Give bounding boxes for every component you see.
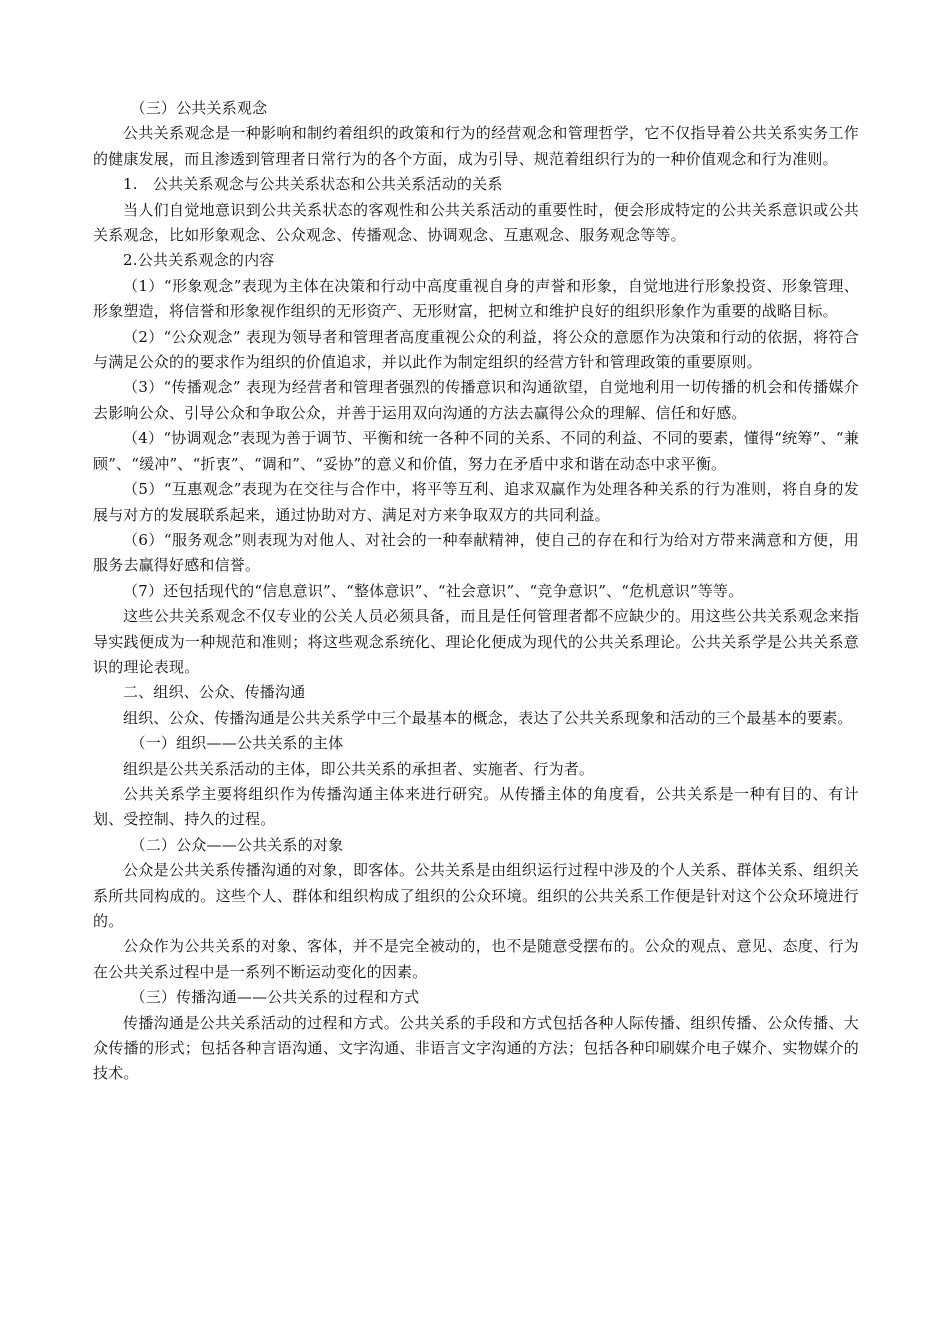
section-heading: （二）公众——公共关系的对象 [130,835,344,854]
list-item: （1）“形象观念”表现为主体在决策和行动中高度重视自身的声誉和形象，自觉地进行形象投资、形象管理、形象塑造，将信誉和形象视作组织的无形资产、无形财富，把树立和维护良好的组织形象作为重要的战略目标。 [93,276,859,321]
section-heading: （三）公共关系观念 [130,99,268,117]
list-item: （3）“传播观念” 表现为经营者和管理者强烈的传播意识和沟通欲望，自觉地利用一切传播的机会和传播媒介去影响公众、引导公众和争取公众，并善于运用双向沟通的方法去赢得公众的理解、信任和好感。 [93,378,859,422]
subsection-heading: 2.公共关系观念的内容 [123,251,275,270]
paragraph: 组织、公众、传播沟通是公共关系学中三个最基本的概念，表达了公共关系现象和活动的三个最基本的要素。 [123,708,853,727]
chapter-heading: 二、组织、公众、传播沟通 [123,683,306,702]
list-item: （5）“互惠观念”表现为在交往与合作中，将平等互利、追求双赢作为处理各种关系的行为准则，将自身的发展与对方的发展联系起来，通过协助对方、满足对方来争取双方的共同利益。 [93,480,859,524]
paragraph: 公共关系学主要将组织作为传播沟通主体来进行研究。从传播主体的角度看，公共关系是一种有目的、有计划、受控制、持久的过程。 [93,784,859,829]
document-page [93,96,859,1087]
section-heading: （三）传播沟通——公共关系的过程和方式 [130,988,420,1007]
paragraph: 公共关系观念是一种影响和制约着组织的政策和行为的经营观念和管理哲学，它不仅指导着公共关系实务工作的健康发展，而且渗透到管理者日常行为的各个方面，成为引导、规范着组织行为的一种价值观念和行为准则。 [93,124,859,168]
list-item: （2）“公众观念” 表现为领导者和管理者高度重视公众的利益，将公众的意愿作为决策和行动的依据，将符合与满足公众的的要求作为组织的价值追求，并以此作为制定组织的经营方针和管理政策的重要原则。 [93,327,859,372]
paragraph: 组织是公共关系活动的主体，即公共关系的承担者、实施者、行为者。 [123,759,595,778]
subsection-heading: 1. 公共关系观念与公共关系状态和公共关系活动的关系 [123,175,503,194]
paragraph: 这些公共关系观念不仅专业的公关人员必须具备，而且是任何管理者都不应缺少的。用这些公共关系观念来指导实践便成为一种规范和准则；将这些观念系统化、理论化便成为现代的公共关系理论。公共关系学是公共关系意识的理论表现。 [93,607,859,676]
paragraph: 当人们自觉地意识到公共关系状态的客观性和公共关系活动的重要性时，便会形成特定的公共关系意识或公共关系观念，比如形象观念、公众观念、传播观念、协调观念、互惠观念、服务观念等等。 [93,200,859,245]
list-item: （6）“服务观念”则表现为对他人、对社会的一种奉献精神，使自己的存在和行为给对方带来满意和方便，用服务去赢得好感和信誉。 [93,530,859,575]
paragraph: 公众是公共关系传播沟通的对象，即客体。公共关系是由组织运行过程中涉及的个人关系、群体关系、组织关系所共同构成的。这些个人、群体和组织构成了组织的公众环境。组织的公共关系工作便是针对这个公众环境进行的。 [93,861,859,930]
paragraph: 传播沟通是公共关系活动的过程和方式。公共关系的手段和方式包括各种人际传播、组织传播、公众传播、大众传播的形式；包括各种言语沟通、文字沟通、非语言文字沟通的方法；包括各种印刷媒介电子媒介、实物媒介的技术。 [93,1013,859,1083]
paragraph: 公众作为公共关系的对象、客体，并不是完全被动的，也不是随意受摆布的。公众的观点、意见、态度、行为在公共关系过程中是一系列不断运动变化的因素。 [93,937,859,981]
section-heading: （一）组织——公共关系的主体 [130,734,344,753]
list-item: （7）还包括现代的“信息意识”、“整体意识”、“社会意识”、“竞争意识”、“危机意识”等等。 [123,581,744,600]
list-item: （4）“协调观念”表现为善于调节、平衡和统一各种不同的关系、不同的利益、不同的要素，懂得“统筹”、“兼顾”、“缓冲”、“折衷”、“调和”、“妥协”的意义和价值，努力在矛盾中求和谐在动态中求平衡。 [93,429,859,473]
